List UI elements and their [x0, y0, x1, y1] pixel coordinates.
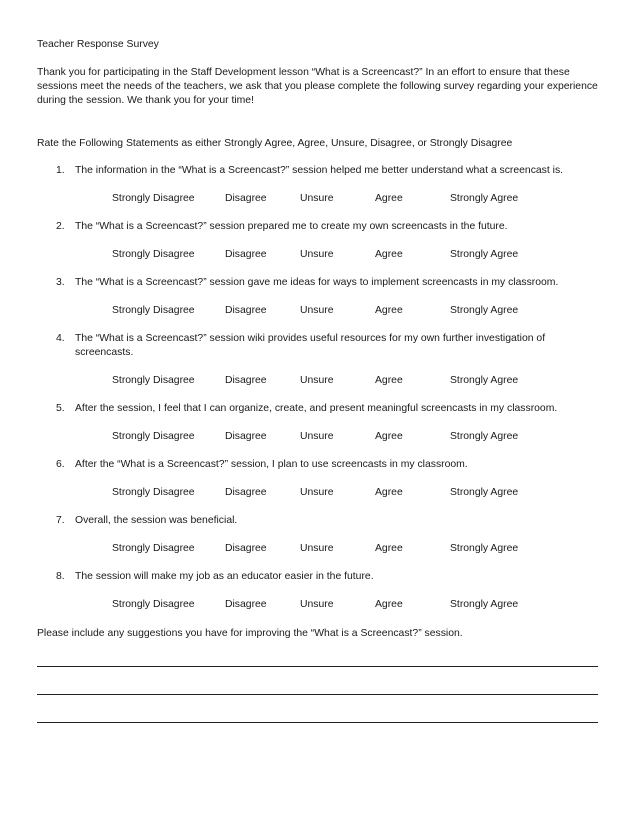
rating-scale-6 [0, 486, 638, 500]
option-disagree[interactable]: Disagree [225, 599, 267, 610]
rating-scale-4 [0, 374, 638, 388]
option-agree[interactable]: Agree [375, 375, 403, 386]
rating-instructions: Rate the Following Statements as either Strongly Agree, Agree, Unsure, Disagree, or Strongly Disagree [37, 138, 513, 149]
option-strongly-disagree[interactable]: Strongly Disagree [112, 193, 195, 204]
question-text: Overall, the session was beneficial. [75, 515, 238, 526]
rating-scale-5 [0, 430, 638, 444]
option-strongly-agree[interactable]: Strongly Agree [450, 431, 519, 442]
rating-scale-2 [0, 248, 638, 262]
question-text: After the session, I feel that I can organize, create, and present meaningful screencasts in my classroom. [75, 403, 558, 414]
option-strongly-agree[interactable]: Strongly Agree [450, 193, 519, 204]
option-strongly-agree[interactable]: Strongly Agree [450, 599, 519, 610]
question-text: The “What is a Screencast?” session gave me ideas for ways to implement screencasts in my classroom. [75, 277, 559, 288]
option-disagree[interactable]: Disagree [225, 375, 267, 386]
option-agree[interactable]: Agree [375, 487, 403, 498]
option-unsure[interactable]: Unsure [300, 431, 334, 442]
option-strongly-disagree[interactable]: Strongly Disagree [112, 543, 195, 554]
option-agree[interactable]: Agree [375, 193, 403, 204]
question-number: 7. [56, 515, 65, 526]
question-number: 8. [56, 571, 65, 582]
question-number: 3. [56, 277, 65, 288]
question-number: 1. [56, 165, 65, 176]
option-unsure[interactable]: Unsure [300, 375, 334, 386]
option-disagree[interactable]: Disagree [225, 543, 267, 554]
suggestions-prompt: Please include any suggestions you have for improving the “What is a Screencast?” session. [37, 628, 463, 639]
suggestion-line-2[interactable] [37, 694, 598, 695]
question-number: 2. [56, 221, 65, 232]
suggestion-line-3[interactable] [37, 722, 598, 723]
option-unsure[interactable]: Unsure [300, 249, 334, 260]
option-disagree[interactable]: Disagree [225, 487, 267, 498]
option-unsure[interactable]: Unsure [300, 487, 334, 498]
option-disagree[interactable]: Disagree [225, 305, 267, 316]
rating-scale-7 [0, 542, 638, 556]
question-number: 4. [56, 333, 65, 344]
option-strongly-agree[interactable]: Strongly Agree [450, 249, 519, 260]
option-strongly-disagree[interactable]: Strongly Disagree [112, 249, 195, 260]
option-disagree[interactable]: Disagree [225, 431, 267, 442]
rating-scale-3 [0, 304, 638, 318]
option-strongly-disagree[interactable]: Strongly Disagree [112, 431, 195, 442]
rating-scale-8 [0, 598, 638, 612]
option-unsure[interactable]: Unsure [300, 599, 334, 610]
option-agree[interactable]: Agree [375, 543, 403, 554]
option-strongly-agree[interactable]: Strongly Agree [450, 487, 519, 498]
option-agree[interactable]: Agree [375, 599, 403, 610]
option-strongly-agree[interactable]: Strongly Agree [450, 305, 519, 316]
question-number: 6. [56, 459, 65, 470]
option-strongly-agree[interactable]: Strongly Agree [450, 543, 519, 554]
question-text: The “What is a Screencast?” session wiki provides useful resources for my own further investigation of screencasts. [75, 333, 546, 358]
question-text: After the “What is a Screencast?” session, I plan to use screencasts in my classroom. [75, 459, 468, 470]
option-strongly-disagree[interactable]: Strongly Disagree [112, 599, 195, 610]
question-text: The session will make my job as an educator easier in the future. [75, 571, 374, 582]
survey-title: Teacher Response Survey [37, 39, 159, 50]
suggestion-line-1[interactable] [37, 666, 598, 667]
option-strongly-agree[interactable]: Strongly Agree [450, 375, 519, 386]
option-disagree[interactable]: Disagree [225, 249, 267, 260]
option-strongly-disagree[interactable]: Strongly Disagree [112, 305, 195, 316]
question-text: The “What is a Screencast?” session prepared me to create my own screencasts in the future. [75, 221, 508, 232]
question-text: The information in the “What is a Screencast?” session helped me better understand what a screencast is. [75, 165, 564, 176]
option-agree[interactable]: Agree [375, 431, 403, 442]
rating-scale-1 [0, 192, 638, 206]
option-strongly-disagree[interactable]: Strongly Disagree [112, 375, 195, 386]
option-unsure[interactable]: Unsure [300, 305, 334, 316]
option-strongly-disagree[interactable]: Strongly Disagree [112, 487, 195, 498]
option-agree[interactable]: Agree [375, 249, 403, 260]
option-unsure[interactable]: Unsure [300, 193, 334, 204]
question-number: 5. [56, 403, 65, 414]
option-agree[interactable]: Agree [375, 305, 403, 316]
intro-paragraph: Thank you for participating in the Staff Development lesson “What is a Screencast?” In an effort to ensure that these sessions meet the needs of the teachers, we ask that you please complete the following survey regarding your experience during the session. We thank you for your time! [37, 67, 598, 106]
option-unsure[interactable]: Unsure [300, 543, 334, 554]
option-disagree[interactable]: Disagree [225, 193, 267, 204]
